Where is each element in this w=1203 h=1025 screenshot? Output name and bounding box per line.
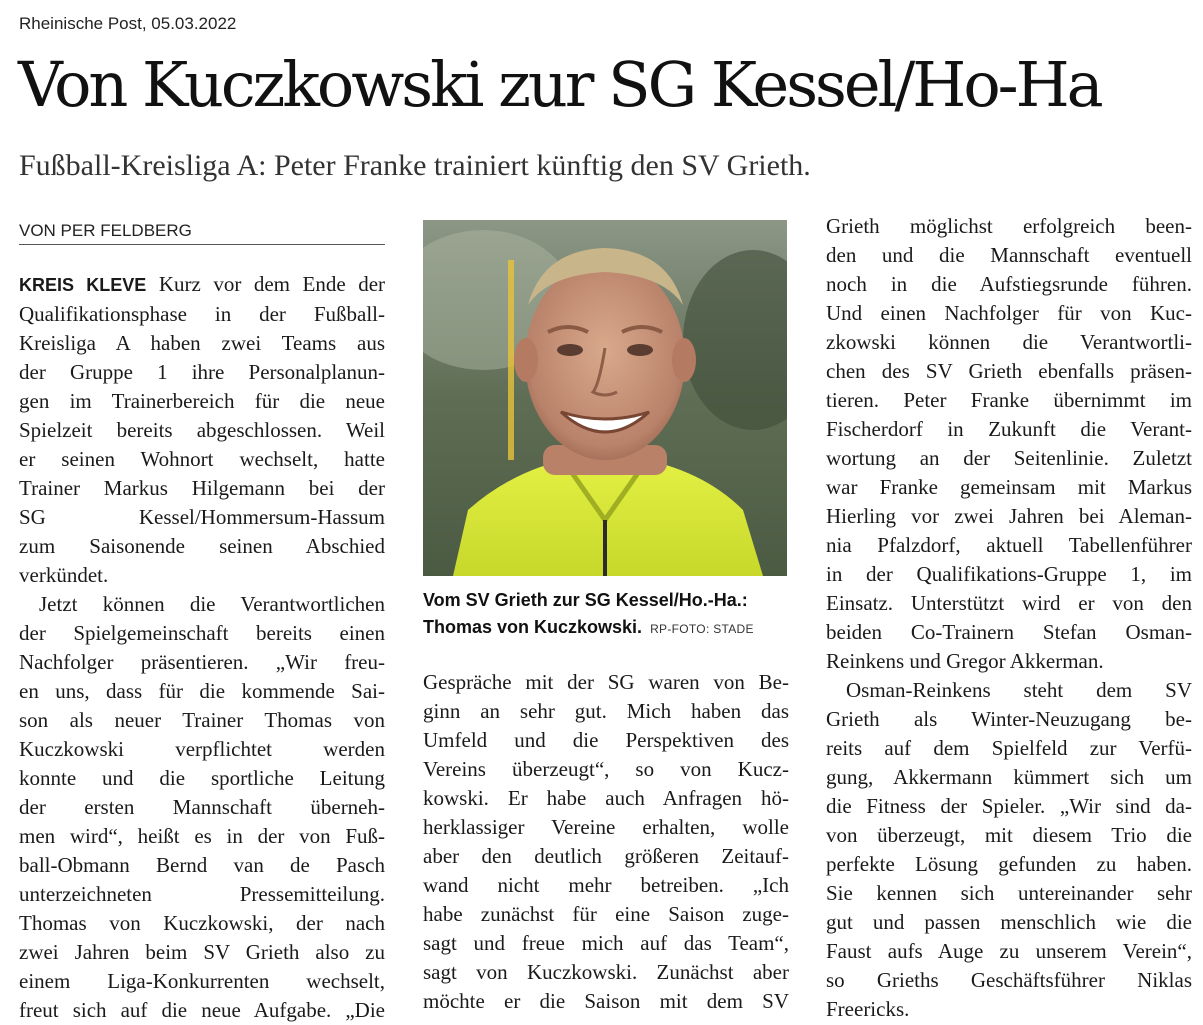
column-line: gen im Trainerbereich für die neue xyxy=(19,389,385,413)
column-line: der Spielgemeinschaft bereits einen xyxy=(19,621,385,645)
column-line: Grieth möglichst erfolgreich been- xyxy=(826,214,1192,238)
column-line: so Grieths Geschäftsführer Niklas xyxy=(826,968,1192,992)
newspaper-source-date: Rheinische Post, 05.03.2022 xyxy=(19,14,237,33)
column-line: habe zunächst für eine Saison zuge- xyxy=(423,902,789,926)
column-line: Hierling vor zwei Jahren bei Aleman- xyxy=(826,504,1192,528)
column-line: möchte er die Saison mit dem SV xyxy=(423,989,789,1013)
column-line: herklassiger Vereine erhalten, wolle xyxy=(423,815,789,839)
column-line: sagt von Kuczkowski. Zunächst aber xyxy=(423,960,789,984)
column-line: en uns, dass für die kommende Sai- xyxy=(19,679,385,703)
article-column-1 xyxy=(19,270,385,1025)
column-line: von überzeugt, mit diesem Trio die xyxy=(826,823,1192,847)
photo-credit: RP-FOTO: STADE xyxy=(650,622,754,636)
column-line: zwei Jahren beim SV Grieth also zu xyxy=(19,940,385,964)
column-line: Und einen Nachfolger für von Kuc- xyxy=(826,301,1192,325)
article-column-3 xyxy=(826,212,1192,1024)
column-line: Sie kennen sich untereinander sehr xyxy=(826,881,1192,905)
column-line: men wird“, heißt es in der von Fuß- xyxy=(19,824,385,848)
column-line: reits auf dem Spielfeld zur Verfü- xyxy=(826,736,1192,760)
column-line: aber den deutlich größeren Zeitauf- xyxy=(423,844,789,868)
caption-line-2: Thomas von Kuczkowski. RP-FOTO: STADE xyxy=(423,617,754,637)
column-line: Kuczkowski verpflichtet werden xyxy=(19,737,385,761)
column-line: wand nicht mehr betreiben. „Ich xyxy=(423,873,789,897)
column-line: Spielzeit bereits abgeschlossen. Weil xyxy=(19,418,385,442)
column-line: Faust aufs Auge zu unserem Verein“, xyxy=(826,939,1192,963)
column-line: ginn an sehr gut. Mich haben das xyxy=(423,699,789,723)
column-line: unterzeichneten Pressemitteilung. xyxy=(19,882,385,906)
column-line: tieren. Peter Franke übernimmt im xyxy=(826,388,1192,412)
caption-line-1: Vom SV Grieth zur SG Kessel/Ho.-Ha.: xyxy=(423,590,748,610)
column-line: er seinen Wohnort wechselt, hatte xyxy=(19,447,385,471)
column-line: Gespräche mit der SG waren von Be- xyxy=(423,670,789,694)
column-line: Nachfolger präsentieren. „Wir freu- xyxy=(19,650,385,674)
column-line: KREIS KLEVE Kurz vor dem Ende der xyxy=(19,272,386,296)
column-line: Trainer Markus Hilgemann bei der xyxy=(19,476,385,500)
column-line: chen des SV Grieth ebenfalls präsen- xyxy=(826,359,1192,383)
column-line: in der Qualifikations-Gruppe 1, im xyxy=(826,562,1192,586)
column-line: den und die Mannschaft eventuell xyxy=(826,243,1192,267)
article-subheadline: Fußball-Kreisliga A: Peter Franke trainiert künftig den SV Grieth. xyxy=(19,149,811,182)
column-line: der Gruppe 1 ihre Personalplanun- xyxy=(19,360,385,384)
column-line: SG Kessel/Hommersum-Hassum xyxy=(19,505,385,529)
column-line: kowski. Er habe auch Anfragen hö- xyxy=(423,786,789,810)
column-line: Thomas von Kuczkowski, der nach xyxy=(19,911,385,935)
column-line: konnte und die sportliche Leitung xyxy=(19,766,385,790)
column-line: Reinkens und Gregor Akkerman. xyxy=(826,649,1104,673)
column-line: war Franke gemeinsam mit Markus xyxy=(826,475,1192,499)
photo-caption xyxy=(423,587,789,643)
column-line: son als neuer Trainer Thomas von xyxy=(19,708,385,732)
column-line: Grieth als Winter-Neuzugang be- xyxy=(826,707,1192,731)
column-line: zkowski können die Verantwortli- xyxy=(826,330,1192,354)
column-line: Einsatz. Unterstützt wird er von den xyxy=(826,591,1192,615)
column-line: Fischerdorf in Zukunft die Verant- xyxy=(826,417,1192,441)
column-line: sagt und freue mich auf das Team“, xyxy=(423,931,789,955)
column-line: gut und passen menschlich wie die xyxy=(826,910,1192,934)
column-line: verkündet. xyxy=(19,563,109,587)
column-line: einem Liga-Konkurrenten wechselt, xyxy=(19,969,385,993)
article-headline: Von Kuczkowski zur SG Kessel/Ho-Ha xyxy=(18,48,1101,121)
column-line: Vereins überzeugt“, so von Kucz- xyxy=(423,757,789,781)
author-byline: VON PER FELDBERG xyxy=(19,219,385,245)
column-line: noch in die Aufstiegsrunde führen. xyxy=(826,272,1192,296)
article-column-2 xyxy=(423,668,789,1016)
column-line: gung, Akkermann kümmert sich um xyxy=(826,765,1192,789)
column-line: wortung an der Seitenlinie. Zuletzt xyxy=(826,446,1192,470)
column-line: Qualifikationsphase in der Fußball- xyxy=(19,302,385,326)
dateline: KREIS KLEVE xyxy=(19,275,147,295)
column-line: Freericks. xyxy=(826,997,910,1021)
column-line: perfekte Lösung gefunden zu haben. xyxy=(826,852,1192,876)
column-line: beiden Co-Trainern Stefan Osman- xyxy=(826,620,1192,644)
column-line: Kreisliga A haben zwei Teams aus xyxy=(19,331,385,355)
column-line: nia Pfalzdorf, aktuell Tabellenführer xyxy=(826,533,1192,557)
column-line: Jetzt können die Verantwortlichen xyxy=(39,592,385,616)
column-line: ball-Obmann Bernd van de Pasch xyxy=(19,853,385,877)
column-line: Osman-Reinkens steht dem SV xyxy=(846,678,1192,702)
column-line: Umfeld und die Perspektiven des xyxy=(423,728,789,752)
portrait-photo xyxy=(423,220,787,576)
column-line: zum Saisonende seinen Abschied xyxy=(19,534,385,558)
column-line: freut sich auf die neue Aufgabe. „Die xyxy=(19,998,385,1022)
column-line: die Fitness der Spieler. „Wir sind da- xyxy=(826,794,1192,818)
column-line: der ersten Mannschaft überneh- xyxy=(19,795,385,819)
